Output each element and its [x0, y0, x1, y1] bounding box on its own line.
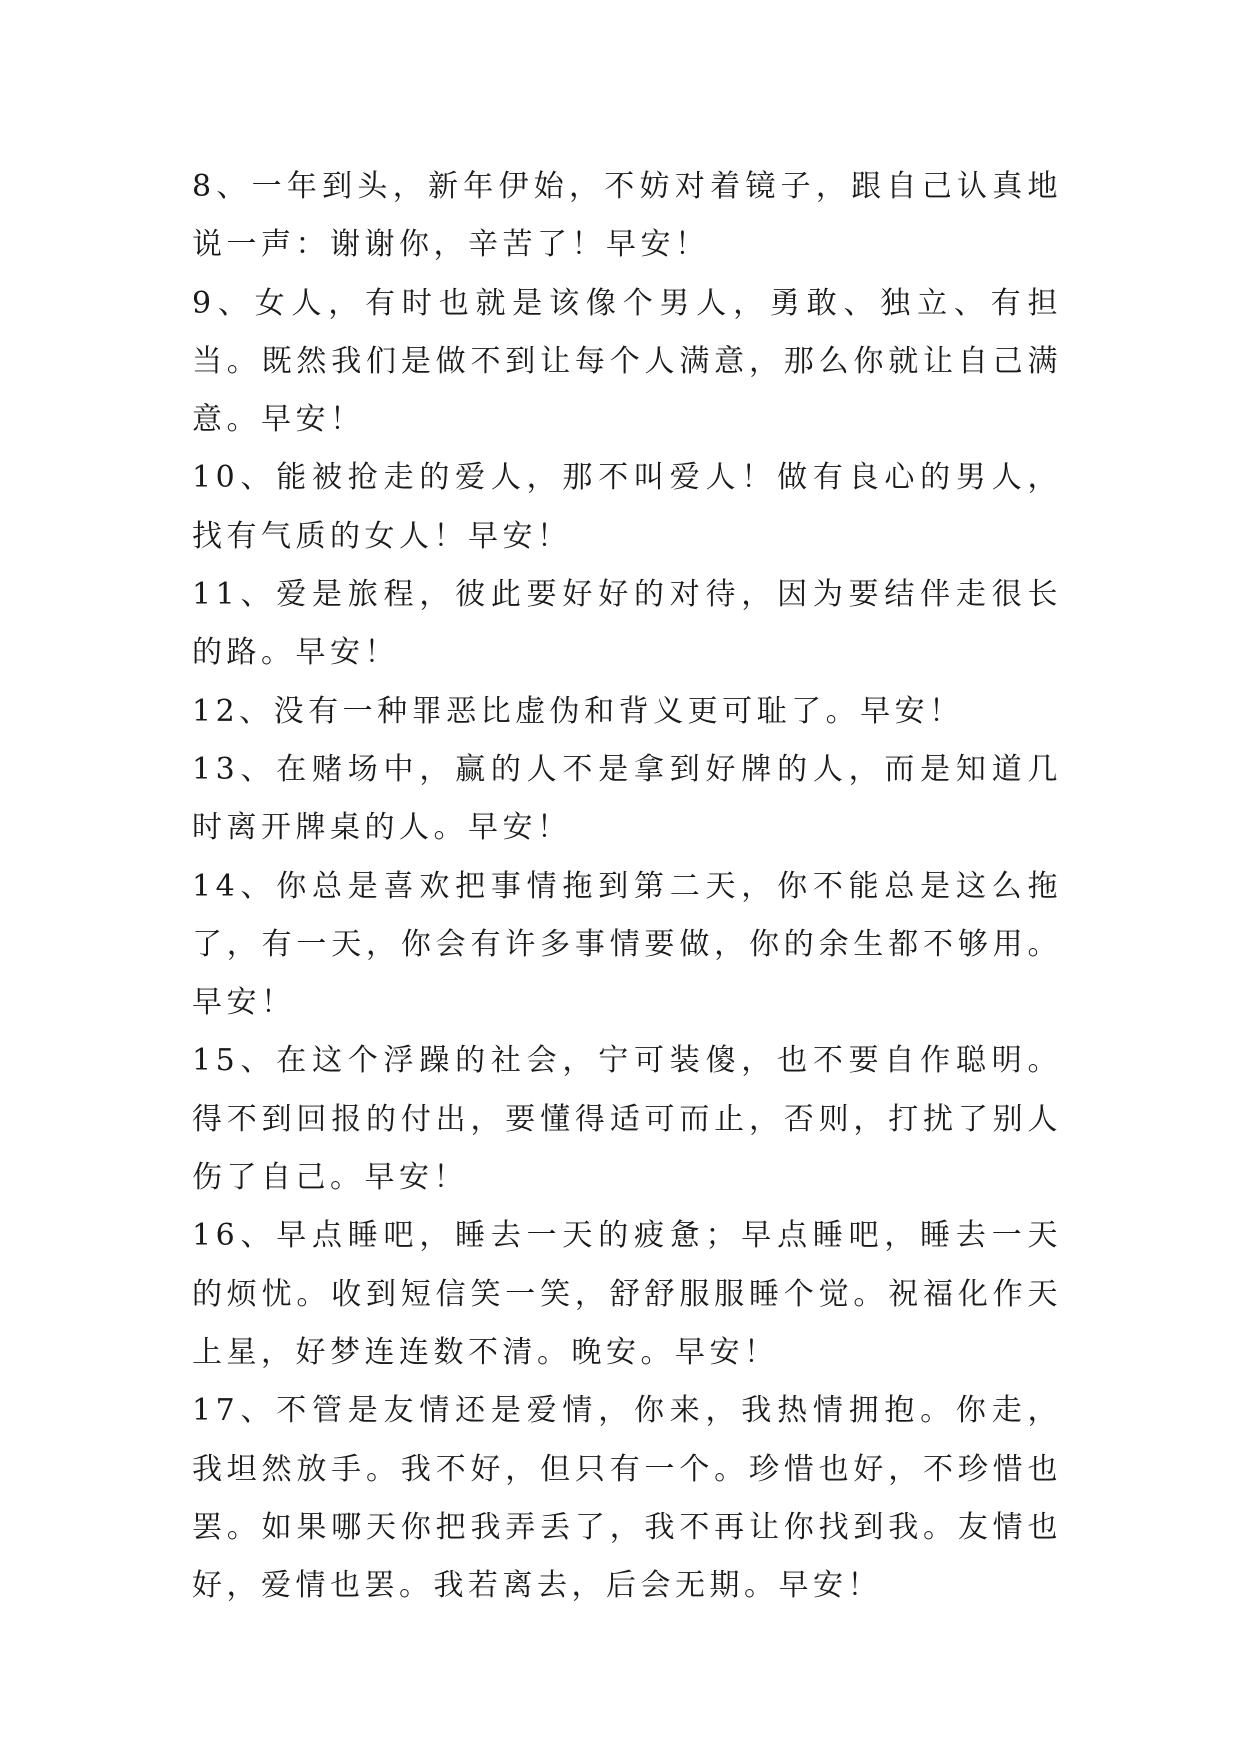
paragraph-9: 9、女人，有时也就是该像个男人，勇敢、独立、有担当。既然我们是做不到让每个人满意，那么你就让自己满意。早安！	[192, 285, 1062, 438]
paragraph-10: 10、能被抢走的爱人，那不叫爱人！做有良心的男人，找有气质的女人！早安！	[192, 460, 1062, 554]
paragraph-16: 16、早点睡吧，睡去一天的疲惫；早点睡吧，睡去一天的烦忧。收到短信笑一笑，舒舒服服睡个觉。祝福化作天上星，好梦连连数不清。晚安。早安！	[192, 1218, 1062, 1370]
paragraph-13: 13、在赌场中，赢的人不是拿到好牌的人，而是知道几时离开牌桌的人。早安！	[192, 751, 1062, 846]
document-body	[192, 158, 1062, 1615]
paragraph-14: 14、你总是喜欢把事情拖到第二天，你不能总是这么拖了，有一天，你会有许多事情要做，你的余生都不够用。早安！	[192, 868, 1062, 1021]
paragraph-8: 8、一年到头，新年伊始，不妨对着镜子，跟自己认真地说一声：谢谢你，辛苦了！早安！	[192, 169, 1062, 263]
paragraph-15: 15、在这个浮躁的社会，宁可装傻，也不要自作聪明。得不到回报的付出，要懂得适可而止，否则，打扰了别人伤了自己。早安！	[192, 1043, 1062, 1196]
paragraph-17: 17、不管是友情还是爱情，你来，我热情拥抱。你走，我坦然放手。我不好，但只有一个。珍惜也好，不珍惜也罢。如果哪天你把我弄丢了，我不再让你找到我。友情也好，爱情也罢。我若离去，后会无期。早安！	[192, 1393, 1062, 1604]
paragraph-12: 12、没有一种罪恶比虚伪和背义更可耻了。早安！	[192, 693, 964, 729]
paragraph-11: 11、爱是旅程，彼此要好好的对待，因为要结伴走很长的路。早安！	[192, 577, 1062, 671]
